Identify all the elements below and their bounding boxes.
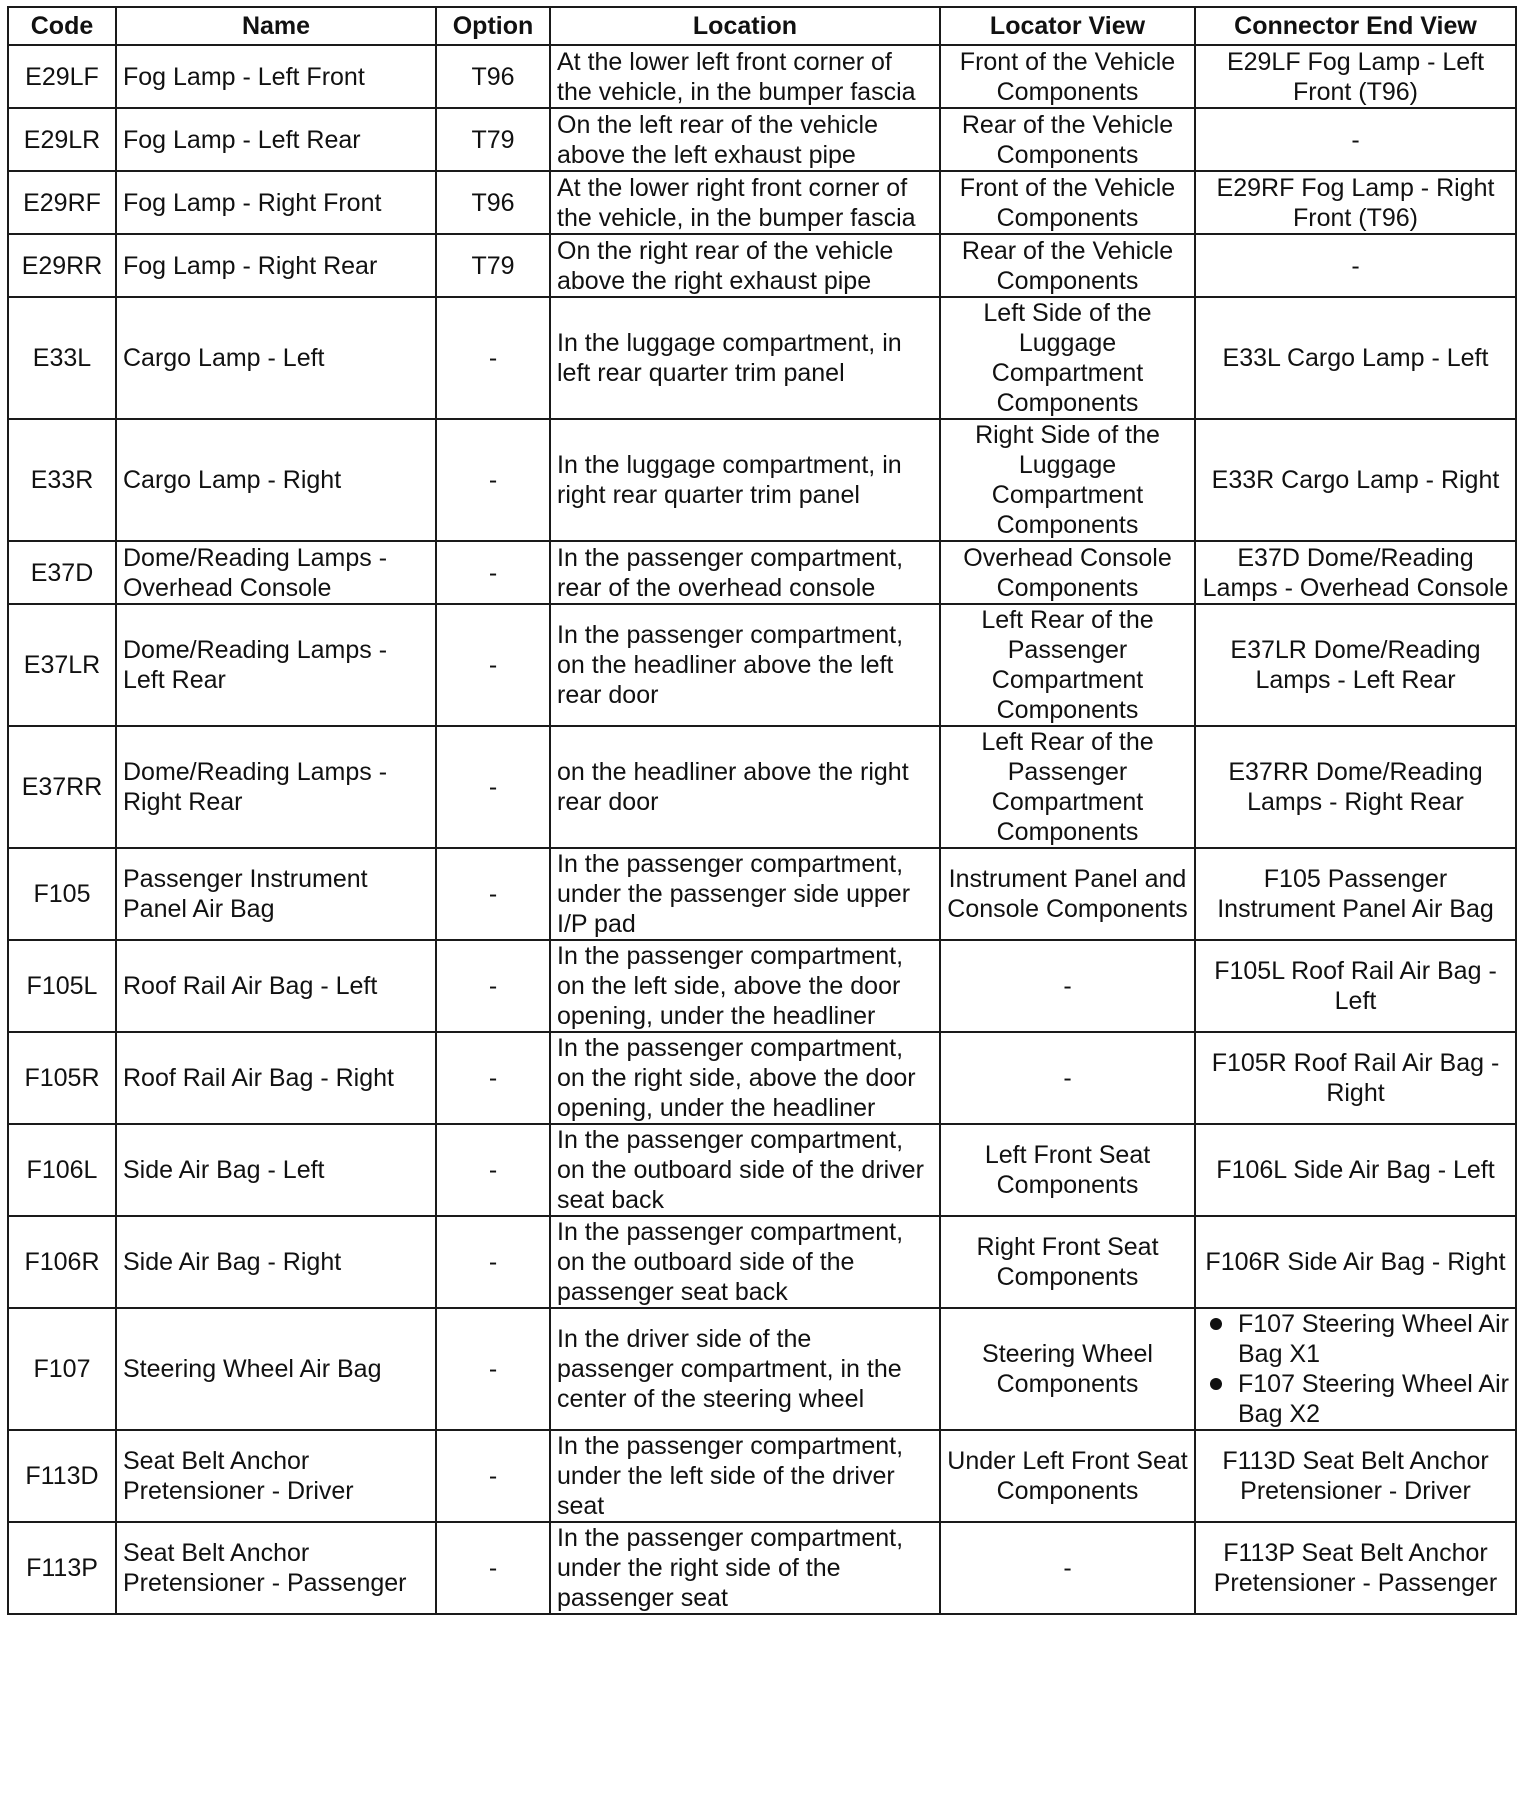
cell-connector-end-view: F113P Seat Belt Anchor Pretensioner - Passenger bbox=[1195, 1522, 1516, 1614]
cell-locator-view: Under Left Front Seat Components bbox=[940, 1430, 1195, 1522]
cell-location: On the right rear of the vehicle above the right exhaust pipe bbox=[550, 234, 940, 297]
table-row bbox=[8, 940, 1516, 1032]
cell-locator-view: - bbox=[940, 1522, 1195, 1614]
cell-code: F105R bbox=[8, 1032, 116, 1124]
header-row bbox=[8, 7, 1516, 45]
cell-connector-end-view: E37LR Dome/Reading Lamps - Left Rear bbox=[1195, 604, 1516, 726]
cell-name: Cargo Lamp - Right bbox=[116, 419, 436, 541]
cell-locator-view: Overhead Console Components bbox=[940, 541, 1195, 604]
cell-code: E29RF bbox=[8, 171, 116, 234]
component-locator-table bbox=[7, 6, 1517, 1615]
cell-locator-view: Front of the Vehicle Components bbox=[940, 171, 1195, 234]
cell-name: Side Air Bag - Right bbox=[116, 1216, 436, 1308]
cell-code: E29LR bbox=[8, 108, 116, 171]
header-code: Code bbox=[8, 7, 116, 45]
cell-connector-end-view: F106L Side Air Bag - Left bbox=[1195, 1124, 1516, 1216]
table-row bbox=[8, 1308, 1516, 1430]
component-locator-sheet bbox=[7, 6, 1515, 1615]
table-row bbox=[8, 1032, 1516, 1124]
table-row bbox=[8, 726, 1516, 848]
cell-name: Dome/Reading Lamps - Right Rear bbox=[116, 726, 436, 848]
cell-name: Fog Lamp - Right Front bbox=[116, 171, 436, 234]
cell-connector-end-view: F105R Roof Rail Air Bag - Right bbox=[1195, 1032, 1516, 1124]
table-row bbox=[8, 1216, 1516, 1308]
cell-connector-end-view: E33L Cargo Lamp - Left bbox=[1195, 297, 1516, 419]
cell-locator-view: - bbox=[940, 940, 1195, 1032]
cell-connector-end-view: F106R Side Air Bag - Right bbox=[1195, 1216, 1516, 1308]
cell-location: In the passenger compartment, on the left side, above the door opening, under the headliner bbox=[550, 940, 940, 1032]
cell-connector-end-view: E33R Cargo Lamp - Right bbox=[1195, 419, 1516, 541]
cell-locator-view: - bbox=[940, 1032, 1195, 1124]
table-row bbox=[8, 848, 1516, 940]
table-row bbox=[8, 1124, 1516, 1216]
header-location: Location bbox=[550, 7, 940, 45]
cell-connector-end-view: F105L Roof Rail Air Bag - Left bbox=[1195, 940, 1516, 1032]
cell-locator-view: Rear of the Vehicle Components bbox=[940, 108, 1195, 171]
table-row bbox=[8, 419, 1516, 541]
cell-name: Roof Rail Air Bag - Left bbox=[116, 940, 436, 1032]
cell-connector-end-view: F105 Passenger Instrument Panel Air Bag bbox=[1195, 848, 1516, 940]
cell-option: - bbox=[436, 1032, 550, 1124]
cell-locator-view: Instrument Panel and Console Components bbox=[940, 848, 1195, 940]
cell-option: - bbox=[436, 1308, 550, 1430]
cell-name: Passenger Instrument Panel Air Bag bbox=[116, 848, 436, 940]
cell-option: - bbox=[436, 940, 550, 1032]
cell-name: Fog Lamp - Left Front bbox=[116, 45, 436, 108]
cell-name: Dome/Reading Lamps - Left Rear bbox=[116, 604, 436, 726]
cell-location: In the passenger compartment, on the outboard side of the passenger seat back bbox=[550, 1216, 940, 1308]
cell-code: E33R bbox=[8, 419, 116, 541]
cell-code: E37D bbox=[8, 541, 116, 604]
cell-locator-view: Left Rear of the Passenger Compartment Components bbox=[940, 604, 1195, 726]
cell-code: F113D bbox=[8, 1430, 116, 1522]
cell-option: - bbox=[436, 1430, 550, 1522]
cell-name: Fog Lamp - Left Rear bbox=[116, 108, 436, 171]
cell-location: In the passenger compartment, rear of the overhead console bbox=[550, 541, 940, 604]
cell-option: T79 bbox=[436, 234, 550, 297]
cell-name: Side Air Bag - Left bbox=[116, 1124, 436, 1216]
list-item bbox=[1202, 1369, 1509, 1429]
table-row bbox=[8, 604, 1516, 726]
cell-code: E29LF bbox=[8, 45, 116, 108]
table-row bbox=[8, 171, 1516, 234]
cell-connector-end-view: E29LF Fog Lamp - Left Front (T96) bbox=[1195, 45, 1516, 108]
cell-code: E37RR bbox=[8, 726, 116, 848]
cell-code: E33L bbox=[8, 297, 116, 419]
cell-connector-end-view bbox=[1195, 1308, 1516, 1430]
cell-locator-view: Rear of the Vehicle Components bbox=[940, 234, 1195, 297]
cell-locator-view: Left Front Seat Components bbox=[940, 1124, 1195, 1216]
cell-code: F106R bbox=[8, 1216, 116, 1308]
cell-connector-end-view: - bbox=[1195, 108, 1516, 171]
table-row bbox=[8, 541, 1516, 604]
cell-code: F105L bbox=[8, 940, 116, 1032]
cell-location: In the luggage compartment, in right rear quarter trim panel bbox=[550, 419, 940, 541]
table-row bbox=[8, 234, 1516, 297]
table-row bbox=[8, 45, 1516, 108]
cell-location: On the left rear of the vehicle above the left exhaust pipe bbox=[550, 108, 940, 171]
cell-code: F105 bbox=[8, 848, 116, 940]
cell-connector-end-view: E29RF Fog Lamp - Right Front (T96) bbox=[1195, 171, 1516, 234]
cell-location: In the passenger compartment, on the outboard side of the driver seat back bbox=[550, 1124, 940, 1216]
cell-location: on the headliner above the right rear door bbox=[550, 726, 940, 848]
bullet-icon bbox=[1210, 1378, 1222, 1390]
cell-locator-view: Right Side of the Luggage Compartment Components bbox=[940, 419, 1195, 541]
cell-name: Steering Wheel Air Bag bbox=[116, 1308, 436, 1430]
header-locator-view: Locator View bbox=[940, 7, 1195, 45]
cell-location: In the passenger compartment, on the right side, above the door opening, under the headliner bbox=[550, 1032, 940, 1124]
header-connector-end-view: Connector End View bbox=[1195, 7, 1516, 45]
cell-connector-end-view: F113D Seat Belt Anchor Pretensioner - Driver bbox=[1195, 1430, 1516, 1522]
cell-connector-end-view: - bbox=[1195, 234, 1516, 297]
cell-locator-view: Left Rear of the Passenger Compartment Components bbox=[940, 726, 1195, 848]
cell-connector-end-view: E37D Dome/Reading Lamps - Overhead Console bbox=[1195, 541, 1516, 604]
cell-option: - bbox=[436, 848, 550, 940]
cell-name: Roof Rail Air Bag - Right bbox=[116, 1032, 436, 1124]
cell-code: F113P bbox=[8, 1522, 116, 1614]
cell-location: In the passenger compartment, under the passenger side upper I/P pad bbox=[550, 848, 940, 940]
cell-location: In the passenger compartment, on the headliner above the left rear door bbox=[550, 604, 940, 726]
cell-location: In the passenger compartment, under the right side of the passenger seat bbox=[550, 1522, 940, 1614]
header-option: Option bbox=[436, 7, 550, 45]
cell-name: Seat Belt Anchor Pretensioner - Driver bbox=[116, 1430, 436, 1522]
bullet-icon bbox=[1210, 1318, 1222, 1330]
cell-location: In the passenger compartment, under the left side of the driver seat bbox=[550, 1430, 940, 1522]
table-row bbox=[8, 108, 1516, 171]
cell-option: T96 bbox=[436, 171, 550, 234]
cell-locator-view: Right Front Seat Components bbox=[940, 1216, 1195, 1308]
list-item-text: F107 Steering Wheel Air Bag X2 bbox=[1238, 1370, 1509, 1428]
cell-location: In the luggage compartment, in left rear quarter trim panel bbox=[550, 297, 940, 419]
cell-name: Seat Belt Anchor Pretensioner - Passenger bbox=[116, 1522, 436, 1614]
list-item bbox=[1202, 1309, 1509, 1369]
cell-location: In the driver side of the passenger compartment, in the center of the steering wheel bbox=[550, 1308, 940, 1430]
table-row bbox=[8, 1430, 1516, 1522]
cell-option: T96 bbox=[436, 45, 550, 108]
cell-connector-end-view: E37RR Dome/Reading Lamps - Right Rear bbox=[1195, 726, 1516, 848]
table-row bbox=[8, 1522, 1516, 1614]
cell-location: At the lower left front corner of the vehicle, in the bumper fascia bbox=[550, 45, 940, 108]
header-name: Name bbox=[116, 7, 436, 45]
cell-location: At the lower right front corner of the vehicle, in the bumper fascia bbox=[550, 171, 940, 234]
cell-code: E37LR bbox=[8, 604, 116, 726]
connector-list bbox=[1202, 1309, 1509, 1429]
cell-code: E29RR bbox=[8, 234, 116, 297]
cell-option: - bbox=[436, 1216, 550, 1308]
cell-option: - bbox=[436, 604, 550, 726]
cell-locator-view: Steering Wheel Components bbox=[940, 1308, 1195, 1430]
table-row bbox=[8, 297, 1516, 419]
cell-option: - bbox=[436, 419, 550, 541]
cell-locator-view: Front of the Vehicle Components bbox=[940, 45, 1195, 108]
cell-option: - bbox=[436, 297, 550, 419]
cell-name: Dome/Reading Lamps - Overhead Console bbox=[116, 541, 436, 604]
cell-option: - bbox=[436, 1522, 550, 1614]
cell-code: F107 bbox=[8, 1308, 116, 1430]
cell-code: F106L bbox=[8, 1124, 116, 1216]
cell-name: Fog Lamp - Right Rear bbox=[116, 234, 436, 297]
cell-option: - bbox=[436, 1124, 550, 1216]
cell-locator-view: Left Side of the Luggage Compartment Components bbox=[940, 297, 1195, 419]
cell-option: - bbox=[436, 726, 550, 848]
list-item-text: F107 Steering Wheel Air Bag X1 bbox=[1238, 1310, 1509, 1368]
cell-name: Cargo Lamp - Left bbox=[116, 297, 436, 419]
cell-option: - bbox=[436, 541, 550, 604]
cell-option: T79 bbox=[436, 108, 550, 171]
